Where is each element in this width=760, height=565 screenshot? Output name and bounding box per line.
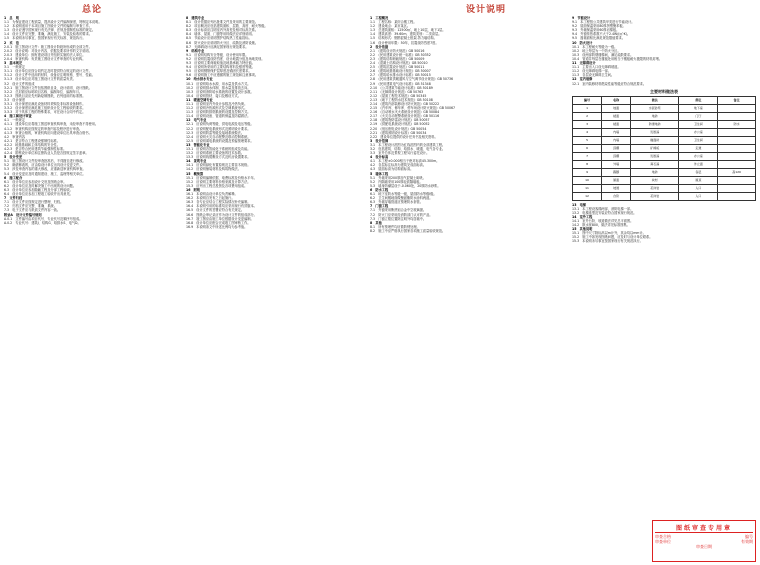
table-row xyxy=(573,168,756,176)
table-cell: 办公室 xyxy=(679,152,718,160)
table-cell xyxy=(718,112,756,120)
text-line: 1.2 本说明适用于本项目施工图设计文件的编制与审查工作。 xyxy=(4,24,92,29)
table-cell xyxy=(718,184,756,192)
text-line: 15.1 图中尺寸除标高以m计外，其余均以mm计。 xyxy=(572,231,646,236)
table-cell xyxy=(718,128,756,136)
text-line: 2.18 《建筑物防雷设计规范》GB 50057 xyxy=(370,118,430,123)
column-2 xyxy=(186,4,364,560)
table-cell: 7 xyxy=(573,152,602,160)
table-cell: 台阶 xyxy=(602,192,631,200)
text-line: 3.3 设计深度 xyxy=(4,97,26,102)
text-line: 3.1 本工程设计范围为红线范围内的全部建筑工程。 xyxy=(370,142,446,147)
text-line: 11.4 应说明设备、管道的保温及防腐做法。 xyxy=(186,114,251,119)
materials-table xyxy=(572,96,756,201)
table-cell: 4 xyxy=(573,128,602,136)
right-header: 设计说明 xyxy=(466,5,507,15)
text-line: 7.3 门窗立樘位置除注明外均居墙中。 xyxy=(370,216,427,221)
text-line: 13.1 本工程设客梯两部，消防电梯一部。 xyxy=(572,206,634,211)
text-line: 3.1.2 设计文件中选用的材料、设备应注明规格、型号、性能。 xyxy=(4,73,95,78)
text-line: 4.2 各层标注标高为建筑完成面标高。 xyxy=(370,163,427,168)
table-cell: 内墙 xyxy=(602,136,631,144)
text-line: 9.1 本工程按公共建筑甲类进行节能设计。 xyxy=(572,20,635,25)
column-1 xyxy=(4,4,182,560)
stamp-text: 编号 xyxy=(745,534,753,539)
text-line: 3.2.1 施工图设计文件包括图纸目录、设计说明、设计图纸。 xyxy=(4,85,92,90)
text-line: 10.4 管道井每层在楼板处用相当于楼板耐火极限的材料封堵。 xyxy=(572,56,662,61)
text-line: 7.1 设计文件应按规定进行整理、归档。 xyxy=(4,200,64,205)
text-line: 2.2 《民用建筑设计统一标准》GB 50352 xyxy=(370,52,431,57)
text-line: 10.3 设两部防烟楼梯间，满足疏散要求。 xyxy=(572,52,634,57)
table-cell xyxy=(718,152,756,160)
text-line: 3.1 一般规定 xyxy=(4,65,26,70)
text-line: 4.2.2 地基基础和主体结构的安全性。 xyxy=(4,142,60,147)
stamp-text: 有效期 xyxy=(741,539,753,544)
text-line: 9 结构专业 xyxy=(186,48,205,53)
text-line: 15.2 应说明主要材料价格来源及计算方法。 xyxy=(186,179,251,184)
text-line: 9.1 应说明结构安全等级、设计使用年限。 xyxy=(186,52,249,57)
text-line: 7 门窗工程 xyxy=(370,204,389,209)
text-line: 8.6 防火设计应说明防火分区、疏散及消防设施。 xyxy=(186,40,259,45)
table-cell: 办公室 xyxy=(679,128,718,136)
text-line: A.0.1 文件编号由项目代号、专业代号及顺序号组成。 xyxy=(4,216,83,221)
text-line: 1.3 总建筑面积：12500㎡，地上10层，地下1层。 xyxy=(370,28,446,33)
text-line: 13.3 应说明线缆敷设方式及机房设置要求。 xyxy=(186,155,251,160)
table-title: 主要材料做法表 xyxy=(650,88,678,94)
table-cell: 5 xyxy=(573,136,602,144)
text-line: 15.1 应说明编制依据、取费标准及价格水平年。 xyxy=(186,175,257,180)
text-line: 4.2 审查内容 xyxy=(4,134,26,139)
table-cell: 6 xyxy=(573,144,602,152)
text-line: 16.6 图纸会审记录应作为设计文件的组成部分。 xyxy=(186,212,257,217)
table-row xyxy=(573,104,756,112)
text-line: 11.1 主要出入口设无障碍坡道。 xyxy=(572,65,621,70)
text-line: 2.20 《低压配电设计规范》GB 50054 xyxy=(370,126,427,131)
text-line: 附录A 设计文件编号规则 xyxy=(4,212,42,217)
table-row xyxy=(573,144,756,152)
text-line: 9.4 外窗传热系数不大于2.4W/(㎡·K)。 xyxy=(572,32,631,37)
text-line: 16 附则 xyxy=(186,187,200,192)
text-line: 2.12 《屋面工程技术规范》GB 50345 xyxy=(370,93,427,98)
text-line: 9.2 屋面保温采用80厚挤塑聚苯板。 xyxy=(572,24,626,29)
text-line: 8 其他 xyxy=(370,220,382,225)
text-line: 10.3 应说明消防给水系统的设置及设计参数。 xyxy=(186,89,254,94)
text-line: 10.2 地上每层为一个防火分区。 xyxy=(572,48,621,53)
table-cell: 顶棚 xyxy=(602,144,631,152)
text-line: 3.1.1 设计单位应按合同约定及时提供符合规定的设计文件。 xyxy=(4,69,92,74)
text-line: 1 总 则 xyxy=(4,16,19,20)
text-line: 2.1 《建筑设计防火规范》GB 50016 xyxy=(370,48,425,53)
text-line: 13.2 应说明系统主要设备的技术参数。 xyxy=(186,151,245,156)
text-line: 12 室内装修 xyxy=(572,77,593,82)
text-line: 2.6 《建筑地基基础设计规范》GB 50007 xyxy=(370,69,431,74)
text-line: 3.3.1 设计深度应满足设备材料采购及非标准设备制作。 xyxy=(4,101,86,106)
table-cell xyxy=(718,144,756,152)
table-cell: 真石漆 xyxy=(631,160,679,168)
table-cell xyxy=(718,176,756,184)
text-line: 2.15 《汽车库、修车库、停车场设计防火规范》GB 50067 xyxy=(370,106,456,111)
table-cell: 入口 xyxy=(679,184,718,192)
table-cell: 1 xyxy=(573,104,602,112)
table-header-cell: 备注 xyxy=(718,96,756,104)
text-line: 6 防水工程 xyxy=(370,187,389,192)
text-line: 6.3 外墙穿墙管道应预埋防水套管。 xyxy=(370,200,423,205)
table-cell: 乳胶漆 xyxy=(631,152,679,160)
text-line: 5.3 涉及审查内容的重大修改，应重新送审查机构审查。 xyxy=(4,167,86,172)
text-line: 2.17 《火灾自动报警系统设计规范》GB 50116 xyxy=(370,114,440,119)
text-line: 1.4 建筑高度：39.60m，建筑类别：二类高层。 xyxy=(370,32,442,37)
text-line: 7.3 电子文件应与纸质文件内容一致。 xyxy=(4,208,61,213)
table-cell xyxy=(718,160,756,168)
text-line: 2.3 《建筑结构荷载规范》GB 50009 xyxy=(370,56,425,61)
text-line: 9.4 应说明所采用的主要结构材料及强度等级。 xyxy=(186,65,255,70)
text-line: 10.1 应说明给水水源、用水量及供水方式。 xyxy=(186,81,251,86)
text-line: 14.1 室外台阶、坡道做法详见总平面图。 xyxy=(572,218,634,223)
table-cell: 坡道 xyxy=(602,184,631,192)
column-4 xyxy=(572,4,756,560)
text-line: 3.2.3 图纸目录应先列新绘制图纸，后列选用的标准图。 xyxy=(4,93,86,98)
text-line: 4.2.3 是否符合民用建筑节能强制性标准。 xyxy=(4,147,67,151)
text-line: 4.1 一般规定 xyxy=(4,118,26,123)
text-line: 5.3 墙身防潮层设于-0.060处，20厚防水砂浆。 xyxy=(370,183,441,188)
text-line: 2.9 《民用建筑电气设计标准》GB 51348 xyxy=(370,81,431,86)
table-row xyxy=(573,128,756,136)
column-3 xyxy=(370,4,566,560)
text-line: 3.3.2 设计深度应满足施工组织设计及工程验收的要求。 xyxy=(4,106,86,111)
table-cell: 外立面 xyxy=(679,160,718,168)
text-line: 2.22 建设单位提供的设计任务书及相关资料。 xyxy=(370,134,438,139)
text-line: 1.3 设计应遵守国家现行有关法律、法规及强制性标准的规定。 xyxy=(4,28,96,33)
text-line: 5.1 施工图设计文件经审查批准后，不得擅自进行修改。 xyxy=(4,159,86,164)
text-line: 4.1.1 建设单位应将施工图送审查机构审查，未经审查不得使用。 xyxy=(4,122,99,127)
table-cell: 防水 xyxy=(718,120,756,128)
table-row xyxy=(573,176,756,184)
text-line: 1.5 结构形式：钢筋混凝土框架-剪力墙结构。 xyxy=(370,36,437,41)
text-line: 12.1 应说明负荷等级、供电电源及电压等级。 xyxy=(186,122,254,127)
text-line: 13 电梯 xyxy=(572,202,586,207)
text-line: 14.2 应说明铺装材料及构筑物做法。 xyxy=(186,167,241,172)
text-line: 9.5 应说明钢筋保护层厚度及锚固长度要求。 xyxy=(186,69,252,74)
text-line: 2.14 《建筑内部装修设计防火规范》GB 50222 xyxy=(370,101,440,106)
text-line: 2.0.1 施工图设计文件：施工图设计阶段所形成的全部文件。 xyxy=(4,44,92,49)
table-header-cell: 部位 xyxy=(679,96,718,104)
text-line: 13.2 电梯选型及安装应符合国家现行规范。 xyxy=(572,210,637,215)
text-line: 1.4 设计文件应完整、准确，满足施工、安装及验收的要求。 xyxy=(4,32,92,37)
text-line: 6.1 设计单位应参加设计交底及图纸会审。 xyxy=(4,179,67,184)
text-line: 6.2 设计单位应及时解决施工中出现的设计问题。 xyxy=(4,183,77,188)
table-header-cell: 做法 xyxy=(631,96,679,104)
table-cell: 卫生间 xyxy=(679,120,718,128)
text-line: 2.0.3 建设单位：拥有建设项目并组织实施的法人单位。 xyxy=(4,52,86,57)
table-cell xyxy=(718,192,756,200)
table-cell: 地砖 xyxy=(631,168,679,176)
text-line: 2 设计依据 xyxy=(370,44,389,49)
text-line: 7 文件归档 xyxy=(4,196,23,201)
text-line: 12.3 应说明防雷等级及接地系统做法。 xyxy=(186,130,245,135)
text-line: 1.1 为保证建设工程质量，提高设计文件编制深度，特制定本说明。 xyxy=(4,20,102,25)
table-row xyxy=(573,120,756,128)
text-line: 16.1 本说明由设计单位负责解释。 xyxy=(186,192,238,197)
text-line: 3.2 包括建筑、结构、给排水、暖通、电气各专业。 xyxy=(370,147,446,151)
text-line: 10.4 应说明管材、接口及敷设方式。 xyxy=(186,93,241,98)
table-header-cell: 名称 xyxy=(602,96,631,104)
table-cell: 门厅 xyxy=(679,112,718,120)
text-line: 8.1 所有预埋件均应做防锈处理。 xyxy=(370,224,420,229)
text-line: 3 基本规定 xyxy=(4,61,23,66)
table-cell: 高120 xyxy=(718,168,756,176)
text-line: 9.3 外墙保温采用60厚岩棉板。 xyxy=(572,28,620,33)
table-row xyxy=(573,192,756,200)
text-line: 4.3 屋面标高为结构面标高。 xyxy=(370,167,414,172)
text-line: 4 施工图设计审查 xyxy=(4,114,32,119)
table-cell: 楼面 xyxy=(602,120,631,128)
left-header: 总论 xyxy=(82,5,103,15)
text-line: 4.1 本工程±0.000相当于绝对标高45.300m。 xyxy=(370,159,440,164)
text-line: 5.4 设计变更应及时通知建设、施工、监理等相关单位。 xyxy=(4,171,86,176)
text-line: 2.5 《建筑抗震设计规范》GB 50011 xyxy=(370,65,425,70)
table-cell: 楼面 xyxy=(602,112,631,120)
text-line: 14 室外工程 xyxy=(572,214,593,219)
table-cell: 地面 xyxy=(602,104,631,112)
text-line: 7.2 防火门应采用经消防部门认可的产品。 xyxy=(370,212,433,217)
text-line: 2.21 《建筑照明设计标准》GB 50034 xyxy=(370,130,427,135)
table-cell: 11 xyxy=(573,184,602,192)
table-row xyxy=(573,136,756,144)
text-line: 10.2 应说明排水体制、排水量及排放去向。 xyxy=(186,85,251,90)
text-line: 5 设计变更 xyxy=(4,155,23,160)
table-cell: 走道 xyxy=(679,144,718,152)
text-line: A.0.2 专业代号：建筑J、结构G、给排水S、电气D。 xyxy=(4,220,81,225)
text-line: 6.4 设计单位应参加工程竣工验收并出具意见。 xyxy=(4,192,73,197)
text-line: 10 给水排水专业 xyxy=(186,77,213,82)
text-line: 10.1 本工程耐火等级为一级。 xyxy=(572,44,618,49)
table-cell: 屋顶 xyxy=(679,176,718,184)
text-line: 2.11 《无障碍设计规范》GB 50763 xyxy=(370,89,424,94)
table-row xyxy=(573,160,756,168)
text-line: 11.2 应说明冷热源形式及空调系统形式。 xyxy=(186,106,248,111)
text-line: 2.16 《自动喷水灭火系统设计规范》GB 50084 xyxy=(370,110,440,115)
table-cell: 水泥砂浆 xyxy=(631,104,679,112)
table-cell: 矿棉板 xyxy=(631,144,679,152)
text-line: 11.1 应说明室内外设计参数及冷热负荷。 xyxy=(186,101,248,106)
text-line: 1.1 工程名称：某综合楼工程。 xyxy=(370,20,417,25)
text-line: 14.1 应说明绿化布置原则及主要苗木规格。 xyxy=(186,163,251,168)
table-cell: 外墙 xyxy=(602,160,631,168)
table-cell: 地砖 xyxy=(631,112,679,120)
text-line: 4 设计标高 xyxy=(370,155,389,160)
text-line: 3.2 设计文件的组成 xyxy=(4,81,35,86)
text-line: 9.6 应说明施工中应遵循的施工规范和注意事项。 xyxy=(186,73,259,78)
text-line: 11.3 应说明防排烟系统的设置及控制方式。 xyxy=(186,110,251,115)
text-line: 14 景观专业 xyxy=(186,159,207,164)
text-line: 8.2 施工中应严格执行国家各项施工质量验收规范。 xyxy=(370,228,446,233)
table-cell: 9 xyxy=(573,168,602,176)
table-header-cell: 编号 xyxy=(573,96,602,104)
table-cell: 乳胶漆 xyxy=(631,128,679,136)
text-line: 16.4 本说明引用的标准均应采用现行有效版本。 xyxy=(186,204,257,209)
text-line: 8.4 墙体、屋面、门窗等用料做法应详细说明。 xyxy=(186,32,255,37)
text-line: 15.3 本说明未尽事宜按国家现行有关规范执行。 xyxy=(572,239,643,244)
text-line: 3.1.3 设计单位应对施工图设计文件的质量负责。 xyxy=(4,77,76,82)
text-line: 13 智能化专业 xyxy=(186,142,210,147)
text-line: 13.1 应说明各智能化子系统的组成及功能。 xyxy=(186,147,251,151)
text-line: 12.2 应说明配电系统形式及照明设计要求。 xyxy=(186,126,251,131)
text-line: 6.3 设计单位应参加隐蔽工程及分部工程验收。 xyxy=(4,187,73,192)
table-cell: 釉面砖 xyxy=(631,136,679,144)
text-line: 2.19 《供配电系统设计规范》GB 50052 xyxy=(370,122,430,127)
text-line: 2.0.4 审查机构：负责施工图设计文件审查的专业机构。 xyxy=(4,56,86,61)
table-cell: 卫生间 xyxy=(679,136,718,144)
text-line: 7.2 归档文件应完整、准确、系统。 xyxy=(4,204,57,209)
text-line: 8 建筑专业 xyxy=(186,16,205,20)
text-line: 8.2 项目概况应包括建筑面积、层数、高度、耐火等级。 xyxy=(186,24,268,29)
text-line: 6.2 卫生间楼地面做聚氨酯防水涂料两道。 xyxy=(370,196,433,201)
text-line: 6 施工配合 xyxy=(4,175,23,180)
text-line: 8.7 无障碍设计应满足国家现行规范要求。 xyxy=(186,44,249,49)
table-cell xyxy=(718,136,756,144)
text-line: 3 设计范围 xyxy=(370,138,389,143)
text-line: 1.6 设计使用年限：50年，抗震设防烈度7度。 xyxy=(370,40,439,45)
table-cell: 3 xyxy=(573,120,602,128)
stamp-title: 图纸审查专用章 xyxy=(655,523,753,533)
table-cell: 块材 xyxy=(631,176,679,184)
text-line: 16.2 本说明自发布之日起施行。 xyxy=(186,196,235,201)
table-row xyxy=(573,112,756,120)
table-cell: 8 xyxy=(573,160,602,168)
text-line: 5.1 外墙采用200厚加气混凝土砌块。 xyxy=(370,175,426,180)
table-cell: 花岗岩 xyxy=(631,192,679,200)
text-line: 5 墙体工程 xyxy=(370,171,389,176)
text-line: 4.2.4 勘察设计单位和注册执业人员是否按规定签字盖章。 xyxy=(4,151,89,156)
table-cell: 各层 xyxy=(679,168,718,176)
text-line: 16.8 设计单位应配合完成竣工图审核工作。 xyxy=(186,220,251,225)
text-line: 11.3 各层设无障碍卫生间。 xyxy=(572,73,615,78)
text-line: 2.13 《地下工程防水技术规范》GB 50108 xyxy=(370,97,433,102)
text-line: 15.2 施工中如发现图纸问题，应及时与设计单位联系。 xyxy=(572,235,653,240)
text-line: 2.7 《建筑给水排水设计标准》GB 50015 xyxy=(370,73,431,78)
table-cell xyxy=(718,104,756,112)
stamp-text: 审查单位 xyxy=(655,539,671,544)
text-line: 11 无障碍设计 xyxy=(572,61,596,66)
text-line: 8.5 节能设计应说明围护结构热工性能指标。 xyxy=(186,36,252,41)
text-line: 14.2 散水宽800，做法详见标准图集。 xyxy=(572,223,630,228)
table-cell: 入口 xyxy=(679,192,718,200)
text-line: 1.5 本说明未尽事宜，按国家现行有关标准、规范执行。 xyxy=(4,36,86,41)
text-line: 8.1 设计依据应列出批准文件及采用的主要规范。 xyxy=(186,20,259,25)
text-line: 8.3 设计标高应注明室内外高差及相对标高关系。 xyxy=(186,28,259,33)
text-line: 11 暖通空调专业 xyxy=(186,97,213,102)
table-row xyxy=(573,184,756,192)
text-line: 9.2 应说明抗震设防烈度、设计地震分组及场地类别。 xyxy=(186,56,265,61)
text-line: 9.3 应说明主要荷载取值及地基承载力特征值。 xyxy=(186,61,255,66)
review-stamp xyxy=(652,520,756,562)
text-line: 12.4 应说明火灾自动报警及联动控制系统。 xyxy=(186,134,251,139)
text-line: 15 其他说明 xyxy=(572,227,593,232)
text-line: 2.8 《民用建筑供暖通风与空气调节设计规范》GB 50736 xyxy=(370,77,454,82)
text-line: 6.1 地下室防水等级一级，屋面防水等级Ⅰ级。 xyxy=(370,192,437,197)
text-line: 2.10 《公共建筑节能设计标准》GB 50189 xyxy=(370,85,433,90)
text-line: 16.5 设计文件的签署应符合有关规定。 xyxy=(186,208,245,213)
text-line: 4.2.1 是否符合工程建设强制性标准。 xyxy=(4,138,60,143)
table-row xyxy=(573,152,756,160)
text-line: 12.1 室内装修材料燃烧性能等级应符合规范要求。 xyxy=(572,81,647,86)
table-cell: 踢脚 xyxy=(602,168,631,176)
text-line: 3.2.2 总封面应标明项目名称、编制单位、编制年月。 xyxy=(4,89,83,94)
table-cell: 内墙 xyxy=(602,128,631,136)
text-line: 9 节能设计 xyxy=(572,16,591,20)
text-line: 10 防火设计 xyxy=(572,40,593,45)
text-line: 16.3 各专业应结合工程实际情况补充编制。 xyxy=(186,200,251,205)
text-line: 2.0.2 设计说明：对设计内容、依据及要求所作的文字说明。 xyxy=(4,48,92,53)
text-line: 4.1.2 审查机构应按规定的审查内容及程序进行审查。 xyxy=(4,126,83,131)
text-line: 2.4 《混凝土结构设计规范》GB 50010 xyxy=(370,61,428,66)
text-line: 11.2 设无障碍电梯一部。 xyxy=(572,69,611,74)
table-cell: 防滑地砖 xyxy=(631,120,679,128)
stamp-text: 审查合格 xyxy=(655,534,671,539)
text-line: 2 术 语 xyxy=(4,40,19,45)
text-line: 3.3.3 对于具体工程的特殊要求，可在设计合同中约定。 xyxy=(4,110,86,115)
text-line: 15 概预算 xyxy=(186,171,204,176)
text-line: 4.1.3 审查合格的，审查机构应向建设单位出具审查合格书。 xyxy=(4,130,92,135)
table-cell: 12 xyxy=(573,192,602,200)
text-line: 1.2 建设地点：某市某区。 xyxy=(370,24,411,29)
text-line: 5.2 内隔墙采用100厚轻质隔墙板。 xyxy=(370,179,423,184)
text-line: 1 工程概况 xyxy=(370,16,389,20)
text-line: 5.2 确需修改的，应由原设计单位出具设计变更文件。 xyxy=(4,163,83,168)
table-cell: 10 xyxy=(573,176,602,184)
text-line: 15.3 应列出工程总投资及各项费用组成。 xyxy=(186,183,248,188)
stamp-text: 审查日期 xyxy=(696,544,712,549)
text-line: 7.1 外窗采用断热铝合金中空玻璃窗。 xyxy=(370,208,427,213)
text-line: 16.7 竣工图应由施工单位根据设计变更编制。 xyxy=(186,216,254,221)
text-line: 9.5 窗墙面积比满足规范限值要求。 xyxy=(572,36,625,41)
text-line: 16.9 本说明条文中所述比例均为参考值。 xyxy=(186,224,248,229)
table-cell: 顶棚 xyxy=(602,152,631,160)
text-line: 12 电气专业 xyxy=(186,118,207,123)
table-cell: 花岗岩 xyxy=(631,184,679,192)
text-line: 12.5 应说明弱电系统的设置及预留预埋要求。 xyxy=(186,138,254,143)
table-cell: 屋面 xyxy=(602,176,631,184)
text-line: 3.3 室外总体及景观工程另行委托设计。 xyxy=(370,151,430,156)
table-cell: 地下室 xyxy=(679,104,718,112)
table-cell: 2 xyxy=(573,112,602,120)
